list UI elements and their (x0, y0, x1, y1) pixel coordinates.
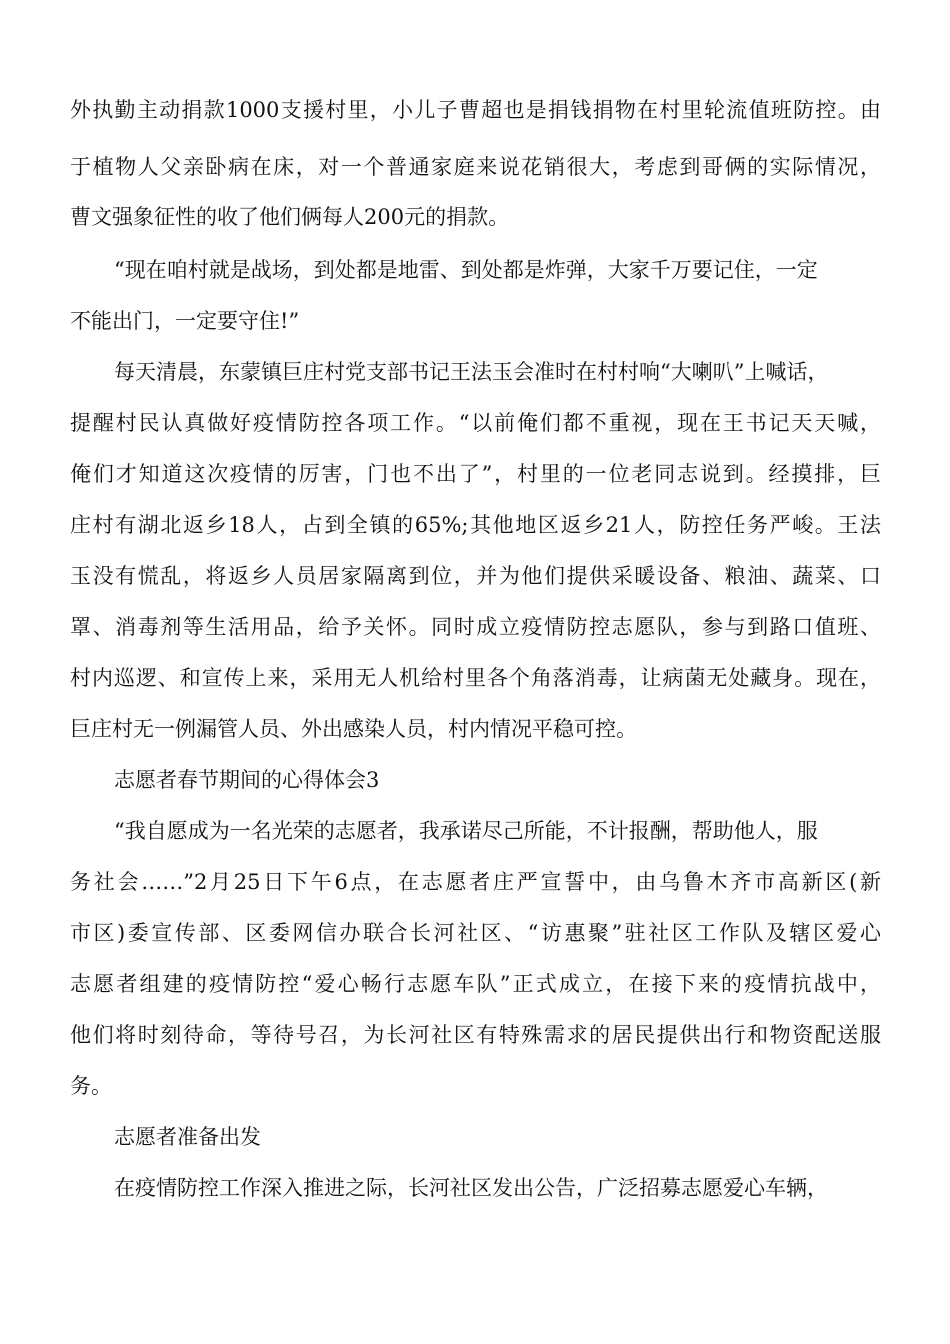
paragraph-line: 曹文强象征性的收了他们俩每人200元的捐款。 (70, 205, 510, 229)
paragraph-line: 务社会……”2月25日下午6点，在志愿者庄严宣誓中，由乌鲁木齐市高新区(新 (70, 870, 881, 894)
paragraph-line: 志愿者组建的疫情防控“爱心畅行志愿车队”正式成立，在接下来的疫情抗战中， (70, 972, 881, 996)
paragraph-line: “我自愿成为一名光荣的志愿者，我承诺尽己所能，不计报酬，帮助他人，服 (114, 819, 818, 843)
paragraph-line: 村内巡逻、和宣传上来，采用无人机给村里各个角落消毒，让病菌无处藏身。现在， (70, 666, 881, 690)
section-heading: 志愿者准备出发 (114, 1125, 261, 1149)
paragraph-line: 不能出门，一定要守住!” (70, 309, 300, 333)
paragraph-line: 市区)委宣传部、区委网信办联合长河社区、“访惠聚”驻社区工作队及辖区爱心 (70, 921, 881, 945)
paragraph-line: 玉没有慌乱，将返乡人员居家隔离到位，并为他们提供采暖设备、粮油、蔬菜、口 (70, 564, 881, 588)
paragraph-line: 他们将时刻待命，等待号召，为长河社区有特殊需求的居民提供出行和物资配送服 (70, 1023, 881, 1047)
paragraph-line: 巨庄村无一例漏管人员、外出感染人员，村内情况平稳可控。 (70, 717, 637, 741)
section-heading: 志愿者春节期间的心得体会3 (114, 768, 380, 792)
paragraph-line: 庄村有湖北返乡18人，占到全镇的65%;其他地区返乡21人，防控任务严峻。王法 (70, 513, 881, 537)
paragraph-line: 在疫情防控工作深入推进之际，长河社区发出公告，广泛招募志愿爱心车辆， (114, 1176, 828, 1200)
paragraph-line: 提醒村民认真做好疫情防控各项工作。“以前俺们都不重视，现在王书记天天喊， (70, 411, 881, 435)
paragraph-line: 外执勤主动捐款1000支援村里，小儿子曹超也是捐钱捐物在村里轮流值班防控。由 (70, 98, 881, 122)
paragraph-line: 每天清晨，东蒙镇巨庄村党支部书记王法玉会准时在村村响“大喇叭”上喊话， (114, 360, 829, 384)
paragraph-line: 罩、消毒剂等生活用品，给予关怀。同时成立疫情防控志愿队，参与到路口值班、 (70, 615, 881, 639)
paragraph-line: 于植物人父亲卧病在床，对一个普通家庭来说花销很大，考虑到哥俩的实际情况， (70, 155, 881, 179)
paragraph-line: “现在咱村就是战场，到处都是地雷、到处都是炸弹，大家千万要记住，一定 (114, 258, 818, 282)
paragraph-line: 俺们才知道这次疫情的厉害，门也不出了”，村里的一位老同志说到。经摸排，巨 (70, 462, 881, 486)
paragraph-line: 务。 (70, 1074, 112, 1098)
